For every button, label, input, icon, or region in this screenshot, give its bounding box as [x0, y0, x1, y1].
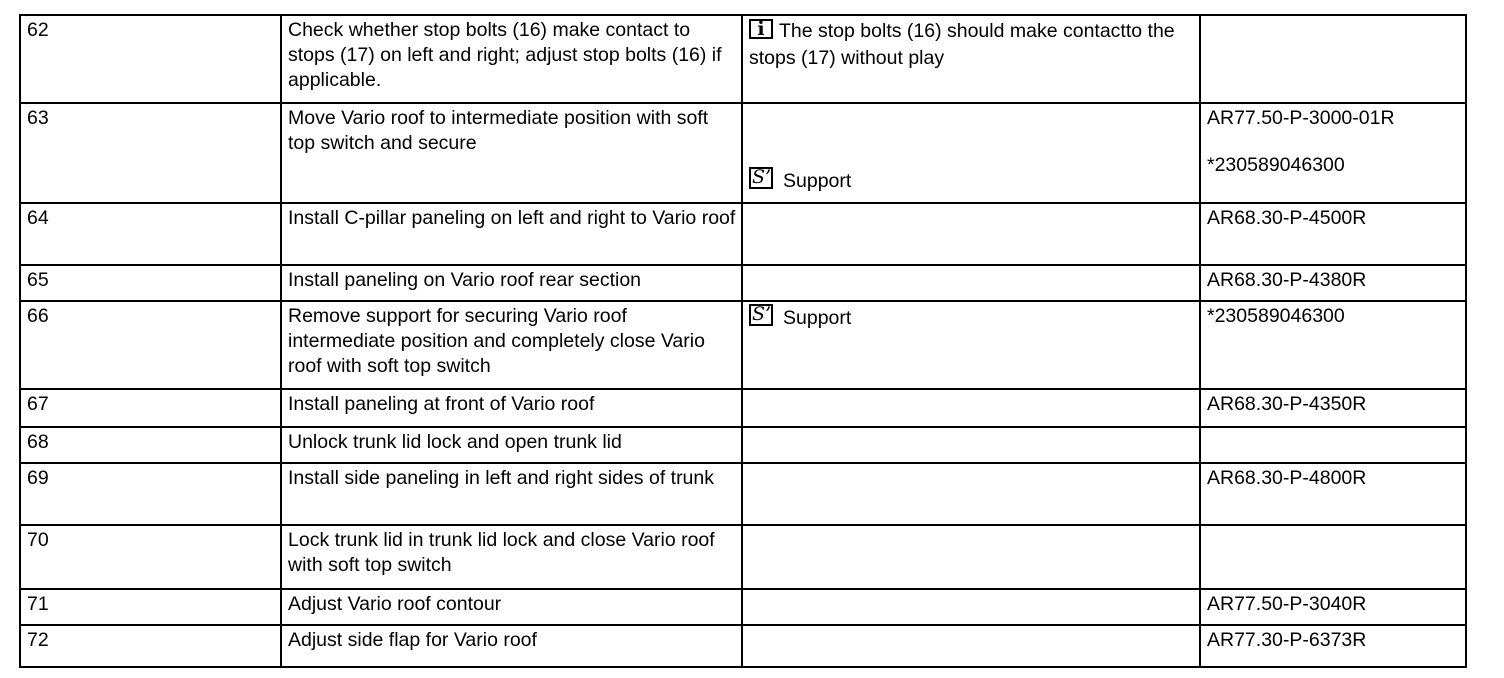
note-text: Support: [783, 170, 852, 192]
step-reference: [1200, 463, 1466, 525]
note-text: The stop bolts (16) should make contactto the stops (17) without play: [749, 20, 1175, 69]
step-note: [742, 427, 1200, 463]
reference-link[interactable]: AR77.50-P-3040R: [1207, 593, 1367, 615]
step-description: Unlock trunk lid lock and open trunk lid: [281, 427, 742, 463]
table-row: [20, 15, 1466, 103]
step-note: [742, 589, 1200, 625]
note-text: Support: [783, 307, 852, 329]
special-tool-icon: [749, 167, 773, 189]
step-note: [742, 301, 1200, 389]
procedure-steps-table: [19, 14, 1467, 668]
step-number: 64: [20, 203, 281, 265]
table-row: [20, 389, 1466, 427]
step-reference: [1200, 625, 1466, 667]
step-number: 62: [20, 15, 281, 103]
table-row: [20, 103, 1466, 203]
step-note: [742, 103, 1200, 203]
step-description: Remove support for securing Vario roof intermediate position and completely close Vario roof with soft top switch: [281, 301, 742, 389]
step-reference: [1200, 427, 1466, 463]
reference-link[interactable]: AR68.30-P-4350R: [1207, 393, 1367, 415]
step-description: Move Vario roof to intermediate position with soft top switch and secure: [281, 103, 742, 203]
step-reference: [1200, 525, 1466, 589]
step-number: 66: [20, 301, 281, 389]
step-reference: [1200, 301, 1466, 389]
step-note: [742, 389, 1200, 427]
table-row: [20, 427, 1466, 463]
table-row: [20, 203, 1466, 265]
table-row: [20, 589, 1466, 625]
step-number: 63: [20, 103, 281, 203]
step-number: 68: [20, 427, 281, 463]
table-row: [20, 625, 1466, 667]
special-tool-icon: [749, 304, 773, 326]
table-row: [20, 463, 1466, 525]
tool-part-number: *230589046300: [1207, 305, 1345, 327]
reference-link[interactable]: AR77.30-P-6373R: [1207, 629, 1367, 651]
table-row: [20, 301, 1466, 389]
reference-link[interactable]: AR68.30-P-4380R: [1207, 269, 1367, 291]
step-note: [742, 463, 1200, 525]
step-note: [742, 265, 1200, 301]
step-note: [742, 15, 1200, 103]
reference-link[interactable]: AR68.30-P-4800R: [1207, 467, 1367, 489]
step-number: 69: [20, 463, 281, 525]
reference-link[interactable]: AR77.50-P-3000-01R: [1207, 107, 1395, 129]
step-note: [742, 203, 1200, 265]
step-number: 72: [20, 625, 281, 667]
step-note: [742, 525, 1200, 589]
step-description: Check whether stop bolts (16) make contact to stops (17) on left and right; adjust stop bolts (16) if applicable.: [281, 15, 742, 103]
step-description: Lock trunk lid in trunk lid lock and close Vario roof with soft top switch: [281, 525, 742, 589]
step-description: Install C-pillar paneling on left and right to Vario roof: [281, 203, 742, 265]
step-reference: [1200, 103, 1466, 203]
table-row: [20, 525, 1466, 589]
step-number: 67: [20, 389, 281, 427]
step-note: [742, 625, 1200, 667]
step-reference: [1200, 389, 1466, 427]
step-reference: [1200, 265, 1466, 301]
step-description: Install paneling on Vario roof rear section: [281, 265, 742, 301]
step-reference: [1200, 589, 1466, 625]
step-number: 71: [20, 589, 281, 625]
step-description: Install side paneling in left and right sides of trunk: [281, 463, 742, 525]
tool-part-number: *230589046300: [1207, 154, 1345, 176]
step-number: 65: [20, 265, 281, 301]
step-description: Adjust Vario roof contour: [281, 589, 742, 625]
step-description: Install paneling at front of Vario roof: [281, 389, 742, 427]
step-description: Adjust side flap for Vario roof: [281, 625, 742, 667]
info-icon: [749, 19, 773, 39]
step-number: 70: [20, 525, 281, 589]
table-row: [20, 265, 1466, 301]
step-reference: [1200, 15, 1466, 103]
step-reference: [1200, 203, 1466, 265]
reference-link[interactable]: AR68.30-P-4500R: [1207, 207, 1367, 229]
